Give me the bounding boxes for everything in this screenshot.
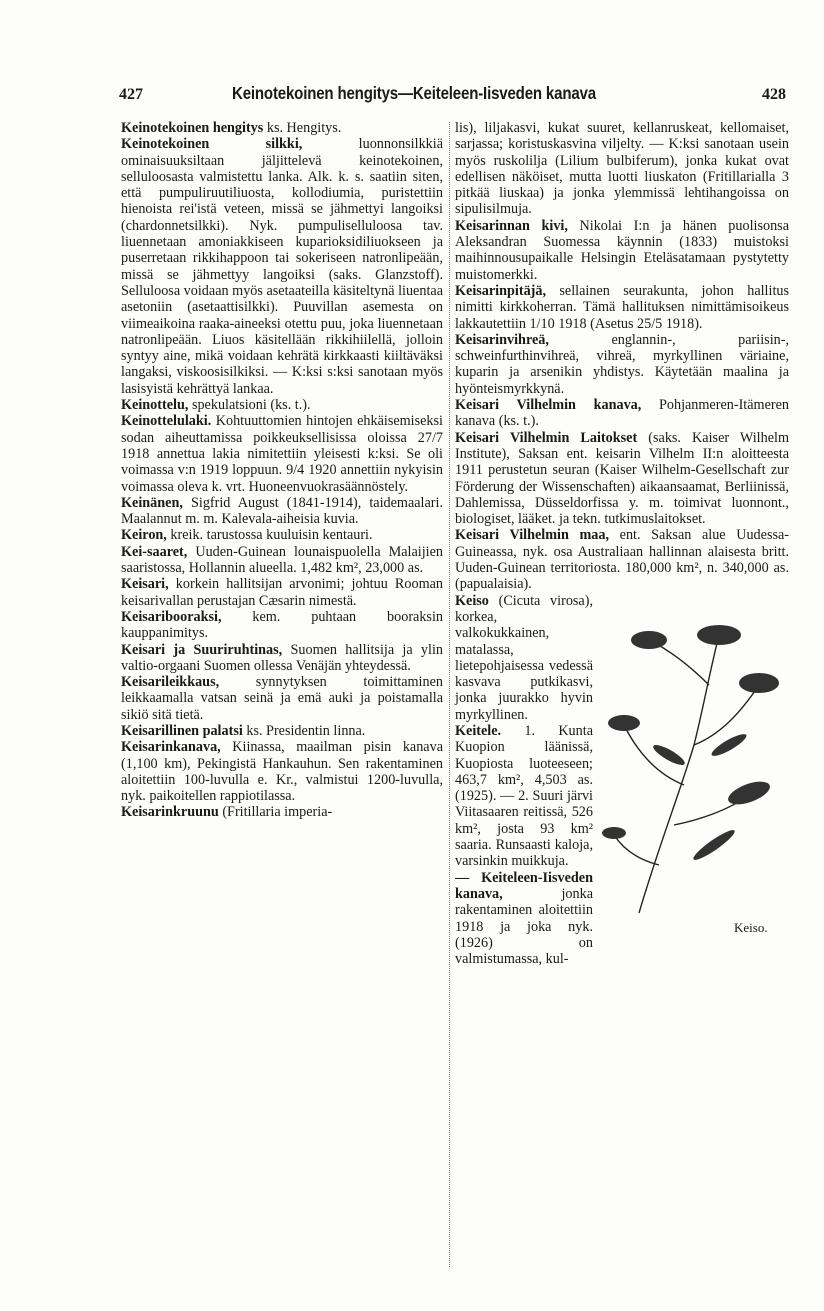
right-column: [455, 120, 789, 967]
left-column: [121, 120, 443, 821]
entry: [121, 544, 443, 577]
headword: Keisarinvihreä,: [455, 331, 549, 348]
entry-text: Pohjanmeren-Itämeren kanava (ks. t.).: [455, 397, 789, 430]
entry-text: ks. Hengitys.: [263, 120, 342, 136]
entry: [455, 332, 789, 397]
entry-text: 1. Kunta Kuopion läänissä, Kuopiosta luoteeseen; 463,7 km², 4,503 as. (1925). — 2. Suuri järvi Viitasaaren reitissä, 526 km², josta 93 km² saaria. Runsaasti kaloja, varsinkin muikkuja.: [455, 722, 593, 870]
entry-text: lis), liljakasvi, kukat suuret, kellanruskeat, kellomaiset, sarjassa; koristuskasvina viljelty. — K:ksi sanotaan usein myös ruskolilja (Lilium bulbiferum), jonka kukat ovat edellisen näköiset, mutta luotti liuskaton (Fritillarialla 3 pitkää liuskaa) ja jonka ylemmissä lehtihangoissa on sipulisilmuja.: [455, 120, 789, 218]
entry: [121, 495, 443, 528]
headword: — Keiteleen-Iisveden kanava,: [455, 869, 593, 902]
headword: Keinottelu,: [121, 397, 189, 414]
entry: [121, 804, 443, 820]
entry-text: (Fritillaria imperia-: [218, 804, 333, 821]
headword: Keisari Vilhelmin kanava,: [455, 397, 642, 414]
entry-text: synnytyksen toimittaminen leikkaamalla vatsan seinä ja emä auki ja poistamalla sikiö sitä tietä.: [121, 674, 443, 723]
entry-text: Sigfrid August (1841-1914), taidemaalari. Maalannut m. m. Kalevala-aiheisia kuvia.: [121, 494, 443, 528]
headword: Keisari,: [121, 576, 169, 593]
headword: Keinottelulaki.: [121, 413, 212, 430]
headword: Keinotekoinen hengitys: [121, 120, 264, 136]
entry: [121, 527, 443, 543]
entry-text: Uuden-Guinean lounaispuolella Malaijien saaristossa, Hollannin alueella. 1,482 km², 23,000 as.: [121, 543, 443, 577]
entry: [121, 120, 443, 136]
entry: [121, 609, 443, 642]
page-number-right: 428: [762, 86, 786, 103]
headword: Keisarillinen palatsi: [121, 722, 243, 739]
figure-caption: Keiso.: [734, 919, 768, 935]
entry-text: (Cicuta virosa), korkea, valkokukkainen, matalassa, lietepohjaisessa vedessä kasvava putkikasvi, jonka juurakko hyvin myrkyllinen.: [455, 592, 593, 723]
entry-text: ent. Saksan alue Uudessa-Guineassa, nyk. osa Australiaan hallinnan alaisesta britt. Uuden-Guinean territoriosta. 180,000 km², n. 340,000 as. (papualaisia).: [455, 527, 790, 593]
headword: Keisari ja Suuriruhtinas,: [121, 641, 283, 658]
entry: [121, 723, 443, 739]
headword: Keisarinkruunu: [121, 804, 219, 821]
headword: Keisari Vilhelmin maa,: [455, 527, 610, 544]
entry-text: Kiinassa, maailman pisin kanava (1,100 km), Pekingistä Hankauhun. Sen rakentaminen aloitettiin 100-luvulla e. Kr., valmistui 1200-luvulla, nyk. paikoitellen rappiotilassa.: [121, 739, 443, 805]
entry-text: sellainen seurakunta, johon hallitus nimitti kirkkoherran. Tämä hallituksen nimittämisoikeus lakkautettiin 1/10 1918 (Asetus 25/5 1918).: [455, 282, 789, 332]
headword: Keisarinnan kivi,: [455, 217, 568, 234]
entry: [455, 120, 789, 218]
entry: [455, 218, 789, 283]
headword: Keitele.: [455, 722, 502, 739]
entry: [121, 739, 443, 804]
entry: [455, 397, 789, 430]
entry: [121, 576, 443, 609]
page-header: [0, 80, 824, 110]
entry: [121, 674, 443, 723]
entry: [455, 527, 789, 592]
running-head: Keinotekoinen hengitys—Keiteleen-Iisveden kanava: [232, 83, 596, 103]
headword: Kei-saaret,: [121, 543, 188, 560]
entry: [455, 283, 789, 332]
headword: Keiron,: [121, 527, 167, 544]
column-divider: [449, 122, 450, 1267]
entry: [121, 642, 443, 675]
headword: Keisarinpitäjä,: [455, 282, 547, 299]
entry-text: Kohtuuttomien hintojen ehkäisemiseksi sodan aiheuttamissa poikkeuksellisissa oloissa 27/7 1918 annettua lakia nimitettiin yleisesti k:ksi. Se oli voimassa v:n 1919 loppuun. 9/4 1920 annettiin nykyisin voimassa oleva k. vrt. Huoneenvuokrasäännöstely.: [121, 413, 443, 495]
entry: [121, 413, 443, 494]
entry-text: spekulatsioni (ks. t.).: [188, 397, 311, 414]
entry-text: Suomen hallitsija ja ylin valtio-orgaani Suomen ollessa Venäjän yhteydessä.: [121, 641, 443, 674]
entry: [121, 397, 443, 413]
page-number-left: 427: [119, 86, 143, 103]
headword: Keisari Vilhelmin Laitokset: [455, 429, 638, 446]
entry-text: luonnonsilkkiä ominaisuuksiltaan jäljittelevä keinotekoinen, selluloosasta valmistettu lanka. Alk. k. s. saatiin siten, että pumpuliruutiliuosta, kollodiumia, puristettiin hienoista rei'istä veteen, missä se jähmettyi langoiksi (chardonnetsilkki). Nyk. pumpuliselluloosa tav. liuennetaan amoniakkiseen kuparioksidiliuokseen ja puserretaan rikkihappoon tai sokeriseen natronlipeään, missä se jähmettyy langoiksi (saks. Glanzstoff). Selluloosa voidaan myös asetaateilla käsiteltynä liuentaa asetoniin (asetaattisilkki). Puuvillan asemesta on viimeaikoina raaka-aineeksi otettu puu, joka liuennetaan natronlipeään. Liuos käsitellään rikkihiilellä, jolloin syntyy aine, mikä voidaan kehrätä kirkkaasti kiiltäväksi langaksi, viskoosisilkiksi. — K:ksi s:ksi sanotaan myös lasisyistä kehrättyä lankaa.: [121, 136, 443, 397]
keiso-illustration: [599, 595, 789, 935]
entry-text: korkein hallitsijan arvonimi; johtuu Rooman keisarivallan perustajan Cæsarin nimestä.: [121, 576, 443, 609]
entry-text: englannin-, pariisin-, schweinfurthinvihreä, vihreä, myrkyllinen väriaine, kuparin ja arsenikin yhdistys. Käytetään maalina ja hyönteismyrkkynä.: [455, 331, 789, 397]
entry: [455, 430, 789, 528]
headword: Keinotekoinen silkki,: [121, 136, 303, 153]
headword: Keinänen,: [121, 494, 183, 511]
headword: Keisaribooraksi,: [121, 608, 222, 625]
entry-text: (saks. Kaiser Wilhelm Institute), Saksan ent. keisarin Vilhelm II:n aloitteesta 1911 perustetun seuran (Kaiser Wilhelm-Gesellschaft zur Förderung der Wissenschaften) aikaansaamat, Berliinissä, Dahlemissa, Düsseldorfissa y. m. toimivat luonnont., biologiset, lääket. ja tekn. tutkimuslaitokset.: [455, 429, 789, 528]
entry-text: kem. puhtaan booraksin kauppanimitys.: [121, 608, 443, 642]
headword: Keiso: [455, 592, 489, 609]
entry: [121, 136, 443, 397]
headword: Keisarileikkaus,: [121, 674, 220, 691]
entry-text: Nikolai I:n ja hänen puolisonsa Aleksandran Suomessa käynnin (1833) muistoksi maihinnousupaikalle Helsingin Eteläsatamaan pystytetty muistomerkki.: [455, 217, 789, 283]
entry-text: ks. Presidentin linna.: [242, 722, 366, 739]
headword: Keisarinkanava,: [121, 739, 221, 756]
entry-text: kreik. tarustossa kuuluisin kentauri.: [166, 527, 373, 544]
entry-text: jonka rakentaminen aloitettiin 1918 ja joka nyk. (1926) on valmistumassa, kul-: [455, 885, 593, 968]
plant-drawing-icon: [599, 595, 789, 915]
